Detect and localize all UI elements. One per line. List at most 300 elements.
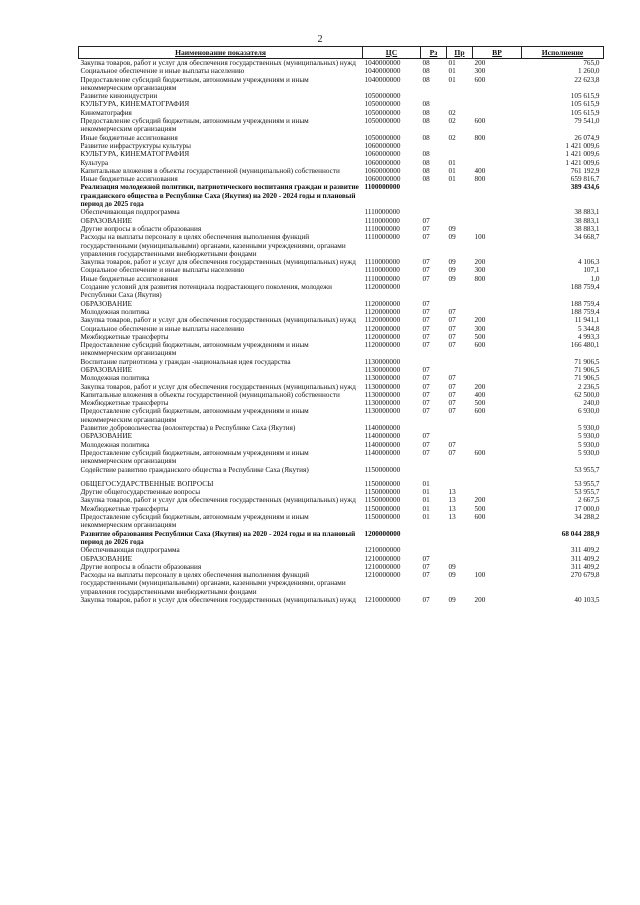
cell-rz: 07 <box>422 399 430 408</box>
cell-value: 5 930,0 <box>577 448 600 457</box>
cell-pr: 07 <box>448 440 456 449</box>
table-row <box>79 300 604 308</box>
table-row <box>79 341 604 358</box>
cell-cs: 1120000000 <box>364 324 401 333</box>
cell-pr <box>447 183 473 208</box>
table-row <box>79 275 604 283</box>
cell-name: Межбюджетные трансферты <box>80 332 169 341</box>
cell-vr: 800 <box>474 133 486 142</box>
cell-vr <box>473 474 522 488</box>
cell-value: 53 955,7 <box>574 465 600 474</box>
cell-rz <box>421 546 447 554</box>
table-row <box>79 358 604 366</box>
table-row <box>79 59 604 68</box>
cell-cs: 1140000000 <box>364 432 401 441</box>
table-row <box>79 233 604 258</box>
cell-rz: 07 <box>422 365 430 374</box>
cell-cs: 1050000000 <box>364 100 401 109</box>
cell-rz <box>421 530 447 547</box>
cell-rz: 01 <box>422 513 430 522</box>
cell-value: 11 941,1 <box>574 316 600 325</box>
cell-vr <box>473 300 522 308</box>
page-number: 2 <box>317 34 323 45</box>
cell-vr: 500 <box>474 399 486 408</box>
cell-vr: 100 <box>474 233 486 242</box>
cell-vr <box>473 555 522 563</box>
header-name: Наименование показателя <box>79 47 363 59</box>
cell-name: Расходы на выплаты персоналу в целях обеспечения выполнения функций государственными (муниципальными) органами, казенными учреждениями, органами управления государственными внебюджетными фондами <box>80 571 346 596</box>
cell-rz: 01 <box>422 504 430 513</box>
cell-pr <box>447 208 473 216</box>
cell-rz: 07 <box>422 448 430 457</box>
cell-rz: 07 <box>422 258 430 267</box>
table-row <box>79 546 604 554</box>
cell-pr <box>447 100 473 108</box>
cell-pr: 07 <box>448 390 456 399</box>
table-row <box>79 208 604 216</box>
cell-value: 5 930,0 <box>577 424 600 433</box>
table-row <box>79 316 604 324</box>
table-row <box>79 76 604 93</box>
cell-cs: 1150000000 <box>364 465 401 474</box>
cell-value: 105 615,9 <box>570 100 600 109</box>
cell-rz: 07 <box>422 440 430 449</box>
cell-cs: 1040000000 <box>364 59 401 67</box>
cell-name: КУЛЬТУРА, КИНЕМАТОГРАФИЯ <box>80 150 190 159</box>
table-row <box>79 466 604 474</box>
cell-rz: 07 <box>422 554 430 563</box>
cell-pr: 07 <box>448 374 456 383</box>
cell-vr <box>473 374 522 382</box>
cell-rz: 08 <box>422 100 430 109</box>
cell-value: 62 500,0 <box>574 390 600 399</box>
cell-name: ОБРАЗОВАНИЕ <box>80 554 133 563</box>
table-row <box>79 283 604 300</box>
cell-name: Закупка товаров, работ и услуг для обеспечения государственных (муниципальных) нужд <box>80 596 356 604</box>
cell-pr: 09 <box>448 224 456 233</box>
cell-vr <box>473 366 522 374</box>
cell-name: Другие вопросы в области образования <box>80 224 202 233</box>
cell-cs: 1210000000 <box>364 596 401 604</box>
cell-vr: 800 <box>474 175 486 184</box>
cell-value: 765,0 <box>583 59 600 67</box>
cell-cs: 1050000000 <box>364 133 401 142</box>
cell-pr: 01 <box>448 166 456 175</box>
cell-rz: 07 <box>422 324 430 333</box>
cell-name: Предоставление субсидий бюджетным, автономным учреждениям и иным некоммерческим организациям <box>80 75 309 92</box>
cell-pr: 07 <box>448 341 456 350</box>
cell-name: Капитальные вложения в объекты государственной (муниципальной) собственности <box>80 166 340 175</box>
cell-cs: 1130000000 <box>364 390 401 399</box>
cell-vr: 600 <box>474 448 486 457</box>
cell-pr: 02 <box>448 117 456 126</box>
cell-vr <box>473 183 522 208</box>
cell-pr: 01 <box>448 75 456 84</box>
cell-pr: 02 <box>448 108 456 117</box>
table-row <box>79 100 604 108</box>
cell-cs: 1040000000 <box>364 75 401 84</box>
table-row <box>79 474 604 488</box>
cell-value: 26 074,9 <box>574 133 600 142</box>
cell-cs: 1060000000 <box>364 166 401 175</box>
cell-value: 166 480,1 <box>570 341 600 350</box>
cell-name: Предоставление субсидий бюджетным, автономным учреждениям и иным некоммерческим организациям <box>80 117 309 134</box>
cell-vr <box>473 142 522 150</box>
table-row <box>79 134 604 142</box>
cell-pr: 13 <box>448 513 456 522</box>
cell-rz <box>421 92 447 100</box>
cell-name: ОБРАЗОВАНИЕ <box>80 432 133 441</box>
cell-cs: 1120000000 <box>364 332 401 341</box>
cell-vr: 200 <box>474 258 486 267</box>
cell-vr: 500 <box>474 504 486 513</box>
cell-name: Молодежная политика <box>80 374 150 383</box>
cell-rz <box>421 424 447 432</box>
cell-name: Развитие образования Республики Саха (Якутия) на 2020 - 2024 годы и на плановый период до 2026 года <box>80 529 356 546</box>
table-row <box>79 407 604 424</box>
header-rz: Рз <box>421 47 447 59</box>
table-row <box>79 424 604 432</box>
cell-cs: 1050000000 <box>364 92 401 101</box>
cell-cs: 1110000000 <box>364 258 400 267</box>
cell-value: 2 236,5 <box>577 382 600 391</box>
cell-name: ОБЩЕГОСУДАРСТВЕННЫЕ ВОПРОСЫ <box>80 479 214 488</box>
cell-name: Закупка товаров, работ и услуг для обеспечения государственных (муниципальных) нужд <box>80 258 356 267</box>
cell-pr: 07 <box>448 316 456 325</box>
cell-pr: 13 <box>448 496 456 505</box>
cell-pr <box>447 474 473 488</box>
cell-pr: 07 <box>448 307 456 316</box>
cell-value: 188 759,4 <box>570 299 600 308</box>
cell-value: 34 668,7 <box>574 233 600 242</box>
cell-pr: 01 <box>448 158 456 167</box>
cell-pr: 07 <box>448 399 456 408</box>
cell-cs: 1120000000 <box>364 307 401 316</box>
cell-name: ОБРАЗОВАНИЕ <box>80 299 133 308</box>
cell-value: 105 615,9 <box>570 92 600 101</box>
header-value: Исполнение <box>522 47 604 59</box>
cell-rz <box>421 283 447 300</box>
cell-rz: 08 <box>422 158 430 167</box>
cell-cs: 1110000000 <box>364 224 400 233</box>
cell-name: Капитальные вложения в объекты государственной (муниципальной) собственности <box>80 390 340 399</box>
cell-vr: 300 <box>474 266 486 275</box>
cell-name: Кинематография <box>80 108 132 117</box>
cell-pr: 07 <box>448 407 456 416</box>
header-vr: ВР <box>473 47 522 59</box>
cell-pr <box>447 300 473 308</box>
cell-value: 659 816,7 <box>570 175 600 184</box>
cell-rz: 08 <box>422 59 430 67</box>
cell-rz <box>421 142 447 150</box>
cell-name: Культура <box>80 158 109 167</box>
cell-rz: 08 <box>422 75 430 84</box>
cell-rz: 08 <box>422 133 430 142</box>
cell-pr <box>447 217 473 225</box>
cell-value: 34 288,2 <box>574 513 600 522</box>
cell-pr <box>447 424 473 432</box>
cell-vr: 200 <box>474 596 486 604</box>
cell-value: 1 260,0 <box>577 67 600 76</box>
cell-pr: 01 <box>448 175 456 184</box>
cell-value: 40 103,5 <box>574 596 600 604</box>
cell-vr <box>473 225 522 233</box>
cell-pr: 07 <box>448 332 456 341</box>
cell-rz: 07 <box>422 224 430 233</box>
table-row <box>79 571 604 596</box>
cell-cs: 1110000000 <box>364 274 400 283</box>
cell-cs: 1050000000 <box>364 108 401 117</box>
table-row <box>79 513 604 530</box>
cell-vr <box>473 159 522 167</box>
cell-name: Социальное обеспечение и иные выплаты населению <box>80 324 245 333</box>
cell-vr: 300 <box>474 324 486 333</box>
table-row <box>79 366 604 374</box>
cell-pr: 09 <box>448 274 456 283</box>
table-row <box>79 109 604 117</box>
cell-name: Развитие инфраструктуры культуры <box>80 141 191 150</box>
table-row <box>79 325 604 333</box>
cell-cs: 1210000000 <box>364 546 401 555</box>
cell-cs: 1210000000 <box>364 554 401 563</box>
cell-rz: 07 <box>422 299 430 308</box>
table-row <box>79 432 604 440</box>
table-row <box>79 449 604 466</box>
table-row <box>79 225 604 233</box>
cell-vr <box>473 109 522 117</box>
table-row <box>79 555 604 563</box>
cell-cs: 1110000000 <box>364 233 400 242</box>
cell-name: Расходы на выплаты персоналу в целях обеспечения выполнения функций государственными (муниципальными) органами, казенными учреждениями, органами управления государственными внебюджетными фондами <box>80 233 346 258</box>
cell-vr <box>473 150 522 158</box>
cell-cs: 1150000000 <box>364 513 401 522</box>
table-row <box>79 488 604 496</box>
cell-name: Реализация молодежной политики, патриотического воспитания граждан и развитие гражданского общества в Республике Саха (Якутия) на 2020 - 2024 годы и плановый период до 2025 года <box>80 183 359 209</box>
cell-vr: 200 <box>474 316 486 325</box>
cell-value: 53 955,7 <box>574 488 600 497</box>
cell-vr <box>473 424 522 432</box>
cell-value: 5 930,0 <box>577 432 600 441</box>
cell-value: 38 883,1 <box>574 224 600 233</box>
table-row <box>79 150 604 158</box>
cell-name: Иные бюджетные ассигнования <box>80 133 178 142</box>
cell-pr <box>447 530 473 547</box>
cell-cs: 1120000000 <box>364 283 401 292</box>
cell-name: Закупка товаров, работ и услуг для обеспечения государственных (муниципальных) нужд <box>80 496 356 505</box>
cell-cs: 1130000000 <box>364 407 401 416</box>
cell-name: Развитие киноиндустрии <box>80 92 158 101</box>
cell-rz: 07 <box>422 562 430 571</box>
cell-name: Предоставление субсидий бюджетным, автономным учреждениям и иным некоммерческим организациям <box>80 407 309 424</box>
cell-rz: 01 <box>422 488 430 497</box>
cell-value: 71 906,5 <box>574 374 600 383</box>
cell-rz: 07 <box>422 432 430 441</box>
table-row <box>79 383 604 391</box>
table-row <box>79 596 604 604</box>
cell-name: Другие общегосударственные вопросы <box>80 488 201 497</box>
cell-name: Иные бюджетные ассигнования <box>80 274 178 283</box>
cell-rz: 07 <box>422 216 430 225</box>
cell-value: 71 906,5 <box>574 365 600 374</box>
cell-cs: 1120000000 <box>364 299 401 308</box>
cell-value: 17 000,0 <box>574 504 600 513</box>
cell-cs: 1140000000 <box>364 448 401 457</box>
table-header-row <box>79 47 604 59</box>
cell-name: Социальное обеспечение и иные выплаты населению <box>80 266 245 275</box>
cell-pr: 09 <box>448 258 456 267</box>
table-row <box>79 391 604 399</box>
cell-name: Другие вопросы в области образования <box>80 562 202 571</box>
cell-value: 2 667,5 <box>577 496 600 505</box>
cell-name: Обеспечивающая подпрограмма <box>80 546 180 555</box>
table-row <box>79 217 604 225</box>
cell-rz: 07 <box>422 266 430 275</box>
cell-value: 1 421 009,6 <box>565 150 600 159</box>
cell-cs: 1200000000 <box>364 529 401 538</box>
cell-cs: 1150000000 <box>364 504 401 513</box>
cell-cs: 1060000000 <box>364 141 401 150</box>
cell-pr <box>447 283 473 300</box>
cell-value: 761 192,9 <box>570 166 600 175</box>
cell-cs: 1150000000 <box>364 496 401 505</box>
cell-value: 68 044 288,9 <box>561 529 600 538</box>
table-row <box>79 117 604 134</box>
table-row <box>79 308 604 316</box>
cell-cs: 1210000000 <box>364 571 401 580</box>
table-row <box>79 159 604 167</box>
cell-name: ОБРАЗОВАНИЕ <box>80 365 133 374</box>
cell-vr <box>473 92 522 100</box>
cell-cs: 1130000000 <box>364 374 401 383</box>
cell-value: 188 759,4 <box>570 283 600 292</box>
cell-cs: 1130000000 <box>364 399 401 408</box>
cell-cs: 1130000000 <box>364 365 401 374</box>
cell-vr <box>473 217 522 225</box>
cell-vr: 800 <box>474 274 486 283</box>
cell-pr: 09 <box>448 266 456 275</box>
cell-pr: 01 <box>448 67 456 76</box>
cell-vr <box>473 441 522 449</box>
cell-name: Предоставление субсидий бюджетным, автономным учреждениям и иным некоммерческим организациям <box>80 341 309 358</box>
cell-name: Социальное обеспечение и иные выплаты населению <box>80 67 245 76</box>
cell-name: Закупка товаров, работ и услуг для обеспечения государственных (муниципальных) нужд <box>80 382 356 391</box>
cell-rz: 08 <box>422 117 430 126</box>
cell-vr: 300 <box>474 67 486 76</box>
cell-vr <box>473 466 522 474</box>
cell-vr <box>473 208 522 216</box>
cell-value: 22 623,8 <box>574 75 600 84</box>
cell-vr <box>473 308 522 316</box>
cell-vr: 400 <box>474 166 486 175</box>
cell-pr <box>447 366 473 374</box>
cell-value: 38 883,1 <box>574 216 600 225</box>
cell-cs: 1150000000 <box>364 488 401 497</box>
cell-cs: 1050000000 <box>364 117 401 126</box>
cell-vr <box>473 563 522 571</box>
cell-rz: 08 <box>422 166 430 175</box>
cell-cs: 1120000000 <box>364 341 401 350</box>
cell-value: 188 759,4 <box>570 307 600 316</box>
cell-name: Закупка товаров, работ и услуг для обеспечения государственных (муниципальных) нужд <box>80 316 356 325</box>
cell-vr: 200 <box>474 59 486 67</box>
cell-name: Межбюджетные трансферты <box>80 504 169 513</box>
cell-rz: 07 <box>422 571 430 580</box>
cell-value: 107,1 <box>583 266 600 275</box>
cell-pr <box>447 142 473 150</box>
cell-vr: 600 <box>474 75 486 84</box>
cell-name: Иные бюджетные ассигнования <box>80 175 178 184</box>
cell-value: 4 993,3 <box>577 332 600 341</box>
cell-rz: 07 <box>422 596 430 604</box>
cell-name: КУЛЬТУРА, КИНЕМАТОГРАФИЯ <box>80 100 190 109</box>
cell-vr <box>473 100 522 108</box>
cell-vr: 400 <box>474 390 486 399</box>
cell-pr: 02 <box>448 133 456 142</box>
cell-vr: 100 <box>474 571 486 580</box>
cell-cs: 1130000000 <box>364 357 401 366</box>
cell-value: 240,0 <box>583 399 600 408</box>
cell-name: Молодежная политика <box>80 440 150 449</box>
cell-value: 1 421 009,6 <box>565 158 600 167</box>
cell-value: 389 434,6 <box>570 183 600 192</box>
cell-cs: 1210000000 <box>364 562 401 571</box>
table-row <box>79 266 604 274</box>
cell-rz: 07 <box>422 341 430 350</box>
cell-name: Создание условий для развития потенциала подрастающего поколения, молодежи Республики Саха (Якутия) <box>80 283 332 300</box>
cell-pr: 07 <box>448 324 456 333</box>
cell-rz: 07 <box>422 316 430 325</box>
cell-value: 311 409,2 <box>571 554 600 563</box>
cell-rz: 07 <box>422 274 430 283</box>
cell-pr <box>447 466 473 474</box>
cell-name: Обеспечивающая подпрограмма <box>80 208 180 217</box>
cell-vr: 600 <box>474 117 486 126</box>
cell-rz: 08 <box>422 175 430 184</box>
table-row <box>79 333 604 341</box>
cell-vr: 600 <box>474 341 486 350</box>
cell-cs: 1140000000 <box>364 440 401 449</box>
cell-vr: 200 <box>474 382 486 391</box>
cell-cs: 1110000000 <box>364 266 400 275</box>
cell-pr: 13 <box>448 504 456 513</box>
cell-cs: 1060000000 <box>364 175 401 184</box>
cell-pr: 07 <box>448 448 456 457</box>
table-row <box>79 563 604 571</box>
cell-name: Межбюджетные трансферты <box>80 399 169 408</box>
cell-pr <box>447 150 473 158</box>
cell-vr: 500 <box>474 332 486 341</box>
cell-pr <box>447 546 473 554</box>
cell-cs: 1060000000 <box>364 158 401 167</box>
cell-value: 311 409,2 <box>571 562 600 571</box>
table-row <box>79 167 604 175</box>
cell-rz: 07 <box>422 407 430 416</box>
cell-rz: 01 <box>422 496 430 505</box>
cell-rz: 01 <box>422 479 430 488</box>
cell-value: 311 409,2 <box>571 546 600 555</box>
cell-pr: 09 <box>448 562 456 571</box>
cell-name: Воспитание патриотизма у граждан -национальная идея государства <box>80 357 291 366</box>
cell-rz: 07 <box>422 332 430 341</box>
cell-pr: 09 <box>448 596 456 604</box>
cell-name: Содействие развитию гражданского общества в Республике Саха (Якутия) <box>80 465 309 474</box>
cell-pr: 09 <box>448 571 456 580</box>
cell-value: 38 883,1 <box>574 208 600 217</box>
cell-pr: 07 <box>448 382 456 391</box>
cell-rz: 08 <box>422 67 430 76</box>
header-pr: Пр <box>447 47 473 59</box>
cell-vr <box>473 358 522 366</box>
